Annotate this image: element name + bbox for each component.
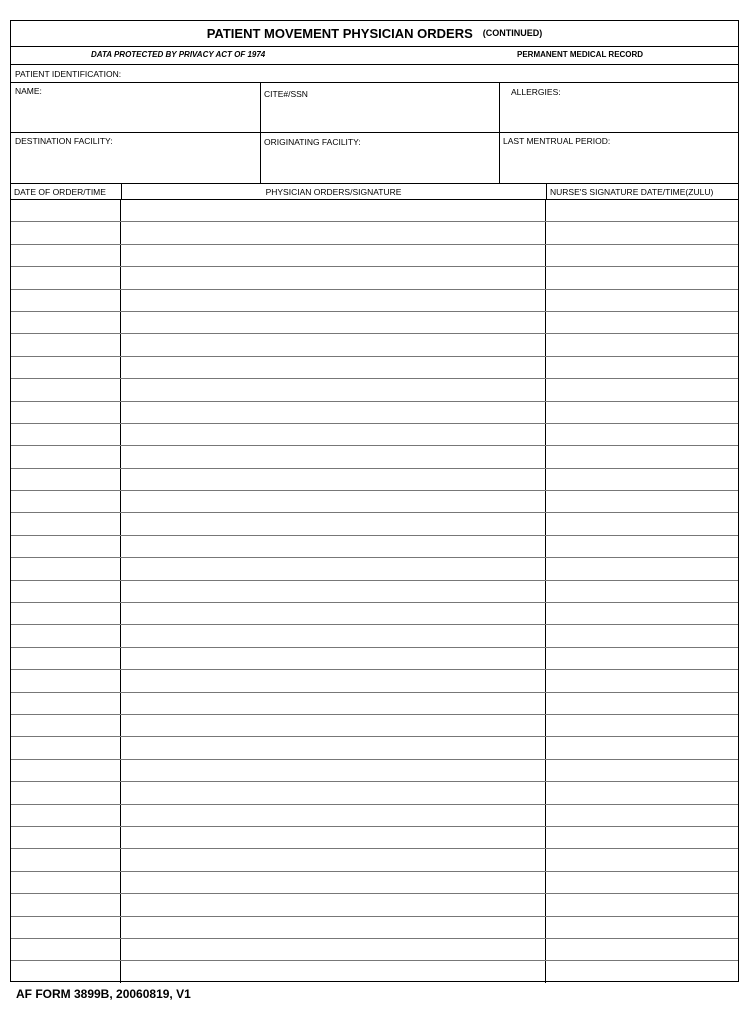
nurse-signature-cell[interactable]	[546, 917, 738, 938]
nurse-signature-cell[interactable]	[546, 715, 738, 736]
nurse-signature-cell[interactable]	[546, 558, 738, 579]
table-row	[11, 356, 738, 378]
nurse-signature-cell[interactable]	[546, 939, 738, 960]
table-row	[11, 871, 738, 893]
table-row	[11, 736, 738, 758]
physician-order-cell[interactable]	[121, 402, 546, 423]
order-date-cell[interactable]	[11, 961, 121, 982]
nurse-signature-cell[interactable]	[546, 625, 738, 646]
nurse-signature-cell[interactable]	[546, 402, 738, 423]
order-date-cell[interactable]	[11, 693, 121, 714]
table-row	[11, 401, 738, 423]
physician-order-cell[interactable]	[121, 917, 546, 938]
form-title	[11, 26, 738, 41]
originating-facility-label: ORIGINATING FACILITY:	[264, 137, 361, 147]
order-date-cell[interactable]	[11, 334, 121, 355]
table-row	[11, 714, 738, 736]
orders-table	[11, 199, 738, 983]
destination-facility-label: DESTINATION FACILITY:	[15, 136, 113, 146]
physician-order-cell[interactable]	[121, 625, 546, 646]
order-date-cell[interactable]	[11, 849, 121, 870]
table-row	[11, 490, 738, 512]
patient-identification-label: PATIENT IDENTIFICATION:	[15, 69, 122, 79]
physician-orders-form	[10, 20, 739, 982]
nurse-signature-cell[interactable]	[546, 334, 738, 355]
order-date-cell[interactable]	[11, 625, 121, 646]
physician-order-cell[interactable]	[121, 849, 546, 870]
order-date-cell[interactable]	[11, 402, 121, 423]
table-row	[11, 199, 738, 221]
nurse-signature-cell[interactable]	[546, 760, 738, 781]
order-date-cell[interactable]	[11, 917, 121, 938]
order-date-cell[interactable]	[11, 469, 121, 490]
physician-order-cell[interactable]	[121, 379, 546, 400]
physician-order-cell[interactable]	[121, 872, 546, 893]
nurse-signature-cell[interactable]	[546, 827, 738, 848]
cite-ssn-field[interactable]	[262, 100, 497, 130]
physician-order-cell[interactable]	[121, 737, 546, 758]
order-date-cell[interactable]	[11, 827, 121, 848]
physician-order-cell[interactable]	[121, 581, 546, 602]
order-date-cell[interactable]	[11, 446, 121, 467]
allergies-field[interactable]	[501, 98, 736, 130]
table-row	[11, 289, 738, 311]
order-date-cell[interactable]	[11, 939, 121, 960]
table-row	[11, 445, 738, 467]
table-row	[11, 580, 738, 602]
nurse-signature-cell[interactable]	[546, 693, 738, 714]
physician-order-cell[interactable]	[121, 805, 546, 826]
table-row	[11, 938, 738, 960]
physician-order-cell[interactable]	[121, 648, 546, 669]
allergies-label: ALLERGIES:	[511, 87, 561, 97]
form-title-suffix: (CONTINUED)	[482, 28, 543, 38]
table-row	[11, 512, 738, 534]
order-date-cell[interactable]	[11, 536, 121, 557]
physician-order-cell[interactable]	[121, 267, 546, 288]
destination-facility-field[interactable]	[13, 147, 258, 180]
form-number: AF FORM 3899B, 20060819, V1	[16, 987, 191, 1001]
order-date-cell[interactable]	[11, 379, 121, 400]
nurse-signature-cell[interactable]	[546, 469, 738, 490]
order-date-cell[interactable]	[11, 670, 121, 691]
nurse-signature-cell[interactable]	[546, 648, 738, 669]
nurse-signature-cell[interactable]	[546, 603, 738, 624]
order-date-cell[interactable]	[11, 715, 121, 736]
form-title-text: PATIENT MOVEMENT PHYSICIAN ORDERS	[206, 26, 473, 41]
privacy-notice: DATA PROTECTED BY PRIVACY ACT OF 1974	[91, 50, 266, 59]
physician-order-cell[interactable]	[121, 357, 546, 378]
table-row	[11, 244, 738, 266]
physician-order-cell[interactable]	[121, 290, 546, 311]
nurse-signature-cell[interactable]	[546, 379, 738, 400]
nurse-signature-cell[interactable]	[546, 267, 738, 288]
physician-order-cell[interactable]	[121, 558, 546, 579]
order-date-cell[interactable]	[11, 558, 121, 579]
table-row	[11, 669, 738, 691]
table-row	[11, 804, 738, 826]
table-row	[11, 311, 738, 333]
divider-line	[11, 64, 738, 65]
nurse-signature-cell[interactable]	[546, 312, 738, 333]
table-row	[11, 893, 738, 915]
nurse-signature-cell[interactable]	[546, 357, 738, 378]
table-row	[11, 781, 738, 803]
order-date-cell[interactable]	[11, 491, 121, 512]
physician-order-cell[interactable]	[121, 670, 546, 691]
order-date-cell[interactable]	[11, 199, 121, 221]
column-divider	[546, 183, 547, 199]
cite-ssn-label: CITE#/SSN	[264, 89, 308, 99]
table-row	[11, 602, 738, 624]
col-physician-orders: PHYSICIAN ORDERS/SIGNATURE	[265, 187, 402, 197]
nurse-signature-cell[interactable]	[546, 424, 738, 445]
order-date-cell[interactable]	[11, 245, 121, 266]
table-row	[11, 647, 738, 669]
col-nurse-signature: NURSE'S SIGNATURE DATE/TIME(ZULU)	[550, 187, 714, 197]
table-row	[11, 266, 738, 288]
record-type: PERMANENT MEDICAL RECORD	[517, 50, 644, 59]
nurse-signature-cell[interactable]	[546, 199, 738, 221]
physician-order-cell[interactable]	[121, 939, 546, 960]
physician-order-cell[interactable]	[121, 603, 546, 624]
divider-line	[11, 132, 738, 133]
nurse-signature-cell[interactable]	[546, 222, 738, 243]
physician-order-cell[interactable]	[121, 491, 546, 512]
physician-order-cell[interactable]	[121, 469, 546, 490]
name-field[interactable]	[13, 97, 258, 130]
table-row	[11, 826, 738, 848]
nurse-signature-cell[interactable]	[546, 805, 738, 826]
physician-order-cell[interactable]	[121, 894, 546, 915]
physician-order-cell[interactable]	[121, 446, 546, 467]
name-label: NAME:	[15, 86, 42, 96]
nurse-signature-cell[interactable]	[546, 961, 738, 982]
table-row	[11, 333, 738, 355]
table-row	[11, 624, 738, 646]
order-date-cell[interactable]	[11, 267, 121, 288]
physician-order-cell[interactable]	[121, 961, 546, 982]
order-date-cell[interactable]	[11, 805, 121, 826]
physician-order-cell[interactable]	[121, 424, 546, 445]
nurse-signature-cell[interactable]	[546, 491, 738, 512]
order-date-cell[interactable]	[11, 603, 121, 624]
order-date-cell[interactable]	[11, 222, 121, 243]
physician-order-cell[interactable]	[121, 760, 546, 781]
order-date-cell[interactable]	[11, 581, 121, 602]
order-date-cell[interactable]	[11, 312, 121, 333]
table-row	[11, 378, 738, 400]
order-date-cell[interactable]	[11, 290, 121, 311]
order-date-cell[interactable]	[11, 894, 121, 915]
table-row	[11, 960, 738, 982]
nurse-signature-cell[interactable]	[546, 894, 738, 915]
table-row	[11, 759, 738, 781]
table-row	[11, 468, 738, 490]
physician-order-cell[interactable]	[121, 222, 546, 243]
nurse-signature-cell[interactable]	[546, 513, 738, 534]
table-row	[11, 692, 738, 714]
nurse-signature-cell[interactable]	[546, 446, 738, 467]
order-date-cell[interactable]	[11, 760, 121, 781]
divider-line	[11, 46, 738, 47]
physician-order-cell[interactable]	[121, 312, 546, 333]
nurse-signature-cell[interactable]	[546, 245, 738, 266]
table-row	[11, 221, 738, 243]
physician-order-cell[interactable]	[121, 245, 546, 266]
order-date-cell[interactable]	[11, 782, 121, 803]
originating-facility-field[interactable]	[262, 148, 497, 180]
table-row	[11, 848, 738, 870]
physician-order-cell[interactable]	[121, 715, 546, 736]
last-menstrual-period-field[interactable]	[501, 147, 736, 180]
nurse-signature-cell[interactable]	[546, 737, 738, 758]
order-date-cell[interactable]	[11, 737, 121, 758]
divider-line	[11, 82, 738, 83]
physician-order-cell[interactable]	[121, 199, 546, 221]
nurse-signature-cell[interactable]	[546, 782, 738, 803]
order-date-cell[interactable]	[11, 357, 121, 378]
nurse-signature-cell[interactable]	[546, 536, 738, 557]
nurse-signature-cell[interactable]	[546, 670, 738, 691]
table-row	[11, 916, 738, 938]
order-date-cell[interactable]	[11, 424, 121, 445]
order-date-cell[interactable]	[11, 648, 121, 669]
table-row	[11, 535, 738, 557]
col-date-of-order: DATE OF ORDER/TIME	[14, 187, 106, 197]
physician-order-cell[interactable]	[121, 782, 546, 803]
table-row	[11, 557, 738, 579]
nurse-signature-cell[interactable]	[546, 872, 738, 893]
table-row	[11, 423, 738, 445]
order-date-cell[interactable]	[11, 872, 121, 893]
physician-order-cell[interactable]	[121, 827, 546, 848]
physician-order-cell[interactable]	[121, 536, 546, 557]
nurse-signature-cell[interactable]	[546, 290, 738, 311]
physician-order-cell[interactable]	[121, 513, 546, 534]
last-menstrual-period-label: LAST MENTRUAL PERIOD:	[503, 136, 611, 146]
order-date-cell[interactable]	[11, 513, 121, 534]
nurse-signature-cell[interactable]	[546, 581, 738, 602]
nurse-signature-cell[interactable]	[546, 849, 738, 870]
physician-order-cell[interactable]	[121, 693, 546, 714]
physician-order-cell[interactable]	[121, 334, 546, 355]
